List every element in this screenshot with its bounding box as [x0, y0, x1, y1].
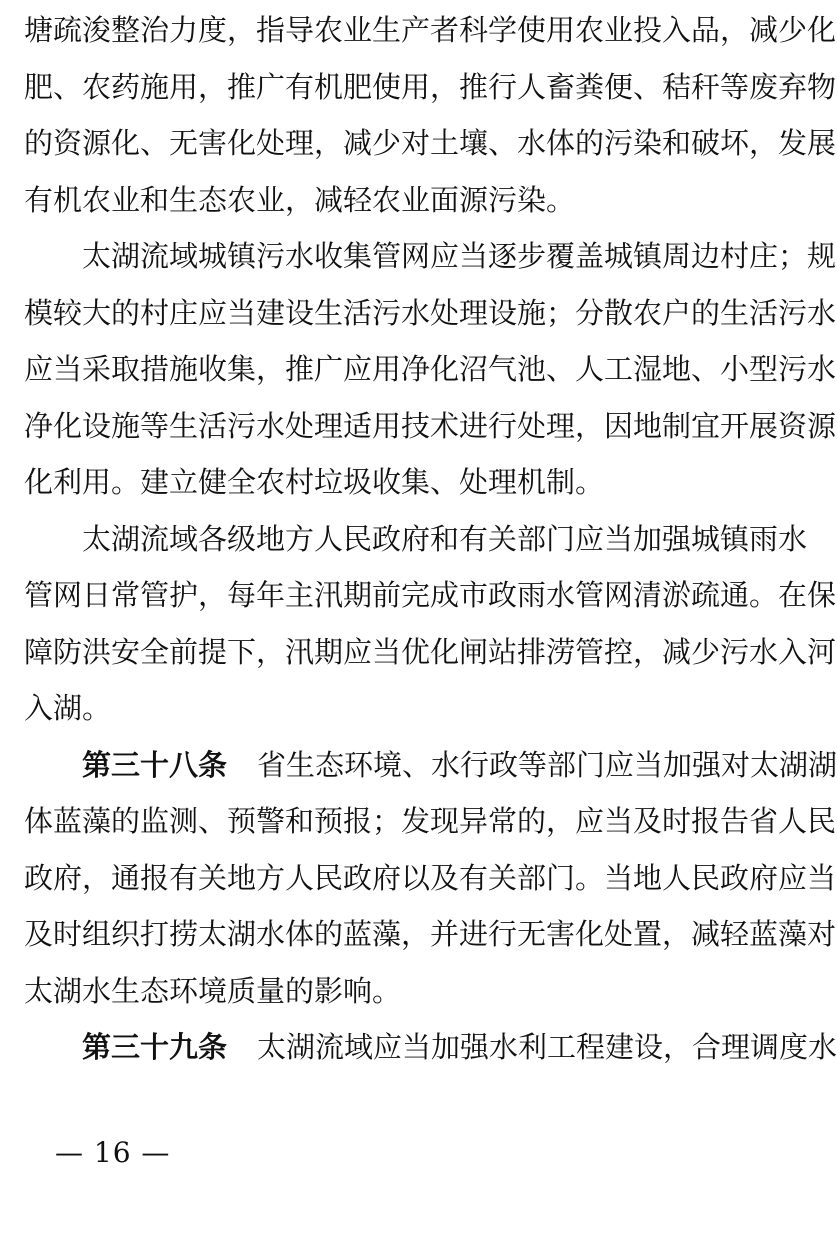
paragraph-3-line-2: 管网日常管护，每年主汛期前完成市政雨水管网清淤疏通。在保 — [24, 578, 837, 612]
paragraph-2-line-4: 净化设施等生活污水处理适用技术进行处理，因地制宜开展资源 — [24, 408, 837, 443]
page-number: — 16 — — [55, 1136, 171, 1169]
article-39-continuation — [24, 0, 837, 1189]
article-38-line-3: 政府，通报有关地方人民政府以及有关部门。当地人民政府应当 — [24, 860, 837, 895]
article-39-number: 第三十九条 — [82, 1030, 228, 1064]
article-38-line-4: 及时组织打捞太湖水体的蓝藻，并进行无害化处置，减轻蓝藻对 — [24, 917, 837, 951]
article-39-text-start: 太湖流域应当加强水利工程建设，合理调度水 — [257, 1030, 837, 1064]
paragraph-2-line-2: 模较大的村庄应当建设生活污水处理设施；分散农户的生活污水 — [24, 295, 837, 330]
paragraph-2-line-3: 应当采取措施收集，推广应用净化沼气池、人工湿地、小型污水 — [24, 352, 837, 386]
paragraph-3-line-4: 入湖。 — [24, 691, 112, 725]
paragraph-1-line-1: 塘疏浚整治力度，指导农业生产者科学使用农业投入品，减少化 — [24, 13, 837, 47]
article-38-line-2: 体蓝藻的监测、预警和预报；发现异常的，应当及时报告省人民 — [24, 804, 837, 838]
paragraph-1-line-3: 的资源化、无害化处理，减少对土壤、水体的污染和破坏，发展 — [24, 126, 837, 160]
article-38-number: 第三十八条 — [82, 747, 228, 782]
paragraph-2-line-5: 化利用。建立健全农村垃圾收集、处理机制。 — [24, 465, 605, 499]
paragraph-3-line-3: 障防洪安全前提下，汛期应当优化闸站排涝管控，减少污水入河 — [24, 634, 837, 669]
paragraph-2-line-1: 太湖流域城镇污水收集管网应当逐步覆盖城镇周边村庄；规 — [82, 239, 837, 273]
paragraph-3-line-1: 太湖流域各级地方人民政府和有关部门应当加强城镇雨水 — [82, 521, 808, 556]
article-38-line-5: 太湖水生态环境质量的影响。 — [24, 973, 402, 1008]
paragraph-1-line-2: 肥、农药施用，推广有机肥使用，推行人畜粪便、秸秆等废弃物 — [24, 69, 837, 104]
article-38-text-start: 省生态环境、水行政等部门应当加强对太湖湖 — [257, 747, 837, 782]
paragraph-1-line-4: 有机农业和生态农业，减轻农业面源污染。 — [24, 182, 576, 217]
